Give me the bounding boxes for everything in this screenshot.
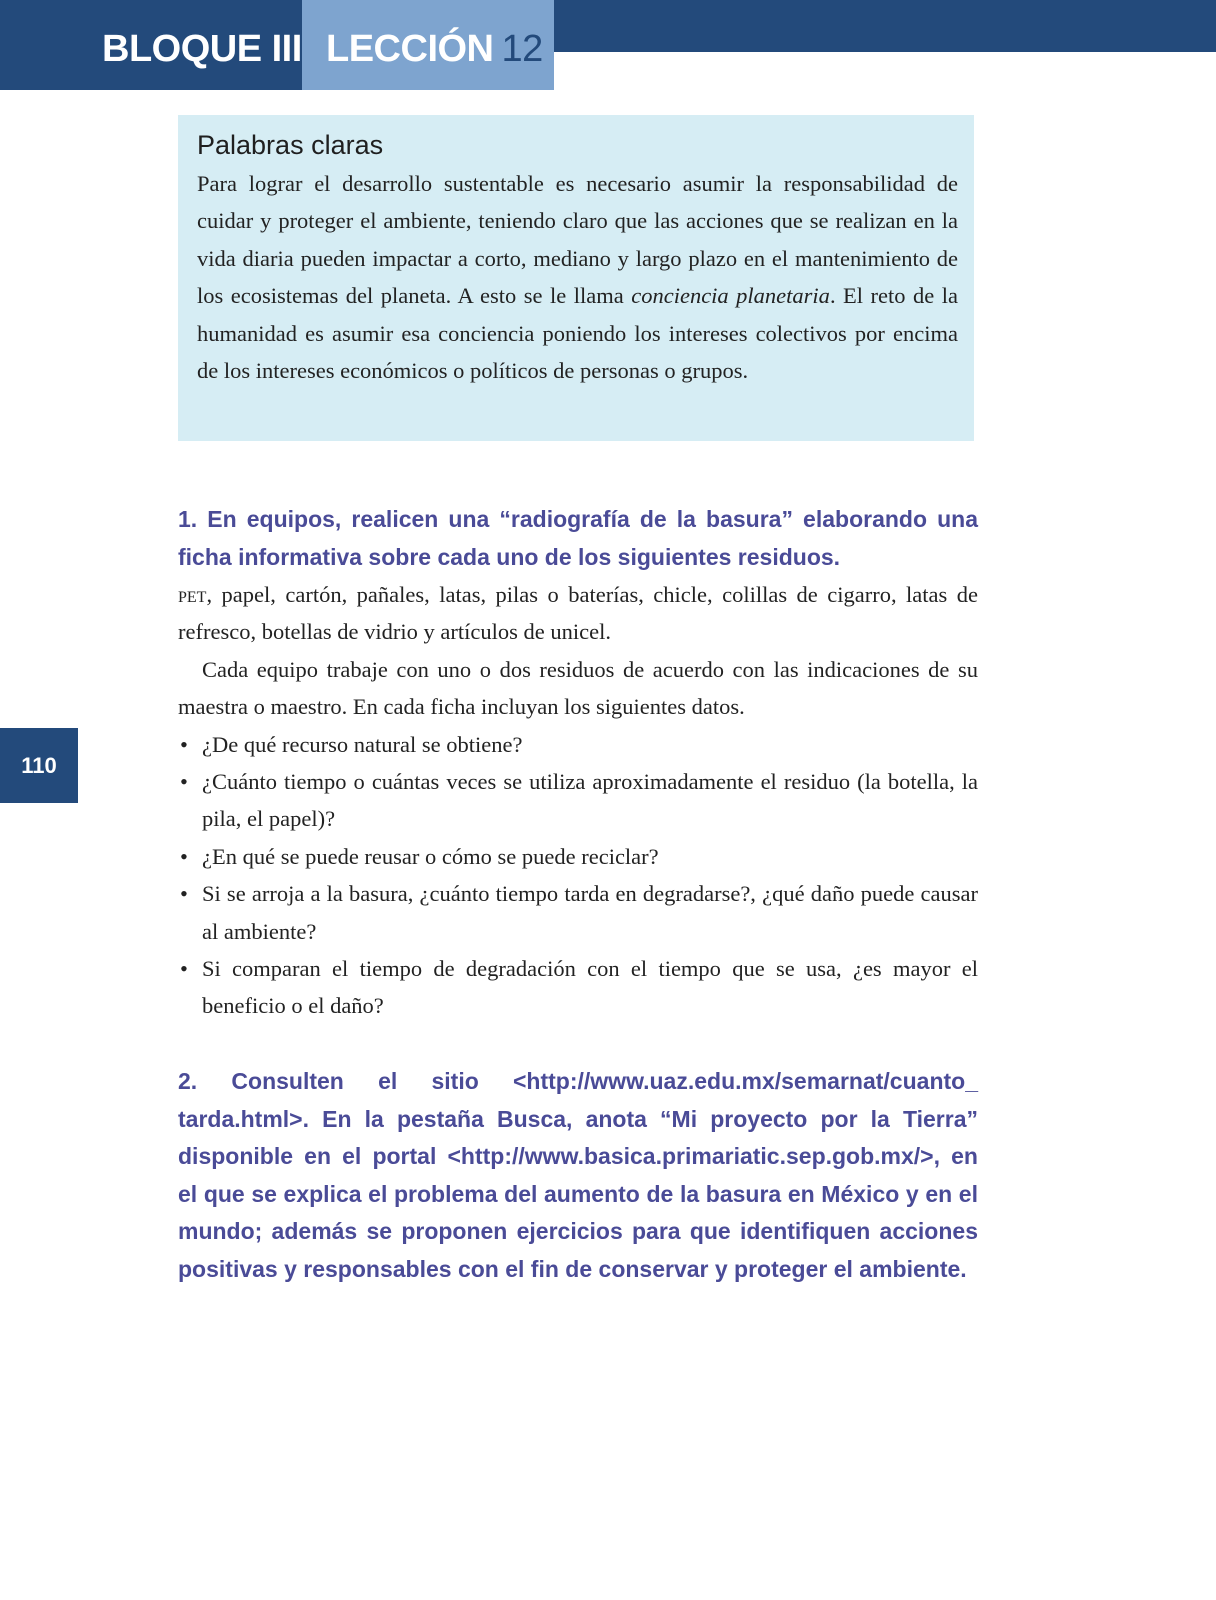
activity-1-instructions: Cada equipo trabaje con uno o dos residuos de acuerdo con las indicaciones de su maestra o maestro. En cada ficha incluyan los siguientes datos. bbox=[178, 656, 978, 720]
callout-text-part1: Para lograr el desarrollo sustentable es necesario asumir la responsabilidad de cuidar y proteger el ambiente, teniendo claro que las acciones que se realizan en la vida diaria pueden impactar a corto, mediano y largo plazo en el mantenimiento de los ecosistemas del planeta. A esto se le llama bbox=[197, 171, 958, 309]
callout-text-part2: . El reto de la humanidad es asumir esa conciencia poniendo los intereses colectivos por encima de los intereses económicos o políticos de personas o grupos. bbox=[197, 283, 958, 384]
list-item: • Si comparan el tiempo de degradación con el tiempo que se usa, ¿es mayor el beneficio o el daño? bbox=[178, 950, 978, 1025]
callout-emphasis: conciencia planetaria bbox=[631, 283, 830, 309]
leccion-word: LECCIÓN bbox=[326, 28, 494, 70]
palabras-claras-box bbox=[178, 115, 974, 441]
leccion-number: 12 bbox=[501, 28, 543, 70]
activity-1-heading: 1. En equipos, realicen una “radiografía de la basura” elaborando una ficha informativa sobre cada uno de los siguientes residuos. bbox=[178, 506, 978, 570]
residue-list bbox=[178, 576, 978, 651]
bloque-label: BLOQUE III bbox=[102, 28, 302, 70]
page-number: 110 bbox=[0, 728, 78, 803]
list-item: • ¿En qué se puede reusar o cómo se puede reciclar? bbox=[178, 838, 978, 875]
leccion-label bbox=[326, 28, 543, 71]
residue-list-rest: , papel, cartón, pañales, latas, pilas o baterías, chicle, colillas de cigarro, latas de refresco, botellas de vidrio y artículos de unicel. bbox=[178, 582, 978, 645]
activity-2 bbox=[178, 1063, 978, 1288]
residue-list-lead: pet bbox=[178, 582, 207, 607]
list-item: • ¿De qué recurso natural se obtiene? bbox=[178, 726, 978, 763]
activity-1 bbox=[178, 501, 978, 1025]
list-item: • ¿Cuánto tiempo o cuántas veces se utiliza aproximadamente el residuo (la botella, la pila, el papel)? bbox=[178, 763, 978, 838]
activity-2-heading: 2. Consulten el sitio <http://www.uaz.edu.mx/semarnat/cuanto_​tarda.html>. En la pestaña Busca, anota “Mi proyecto por la Tierra” disponible en el portal <http://www.basica.primariatic.sep.gob.​mx/>, en el que se explica el problema del aumento de la basura en México y en el mundo; además se proponen ejercicios para que identifiquen acciones positivas y responsables con el fin de conservar y proteger el ambiente. bbox=[178, 1068, 978, 1282]
list-item: • Si se arroja a la basura, ¿cuánto tiempo tarda en degradarse?, ¿qué daño puede causar al ambiente? bbox=[178, 875, 978, 950]
question-list bbox=[178, 726, 978, 1025]
callout-text bbox=[197, 165, 958, 389]
callout-title: Palabras claras bbox=[197, 130, 384, 160]
